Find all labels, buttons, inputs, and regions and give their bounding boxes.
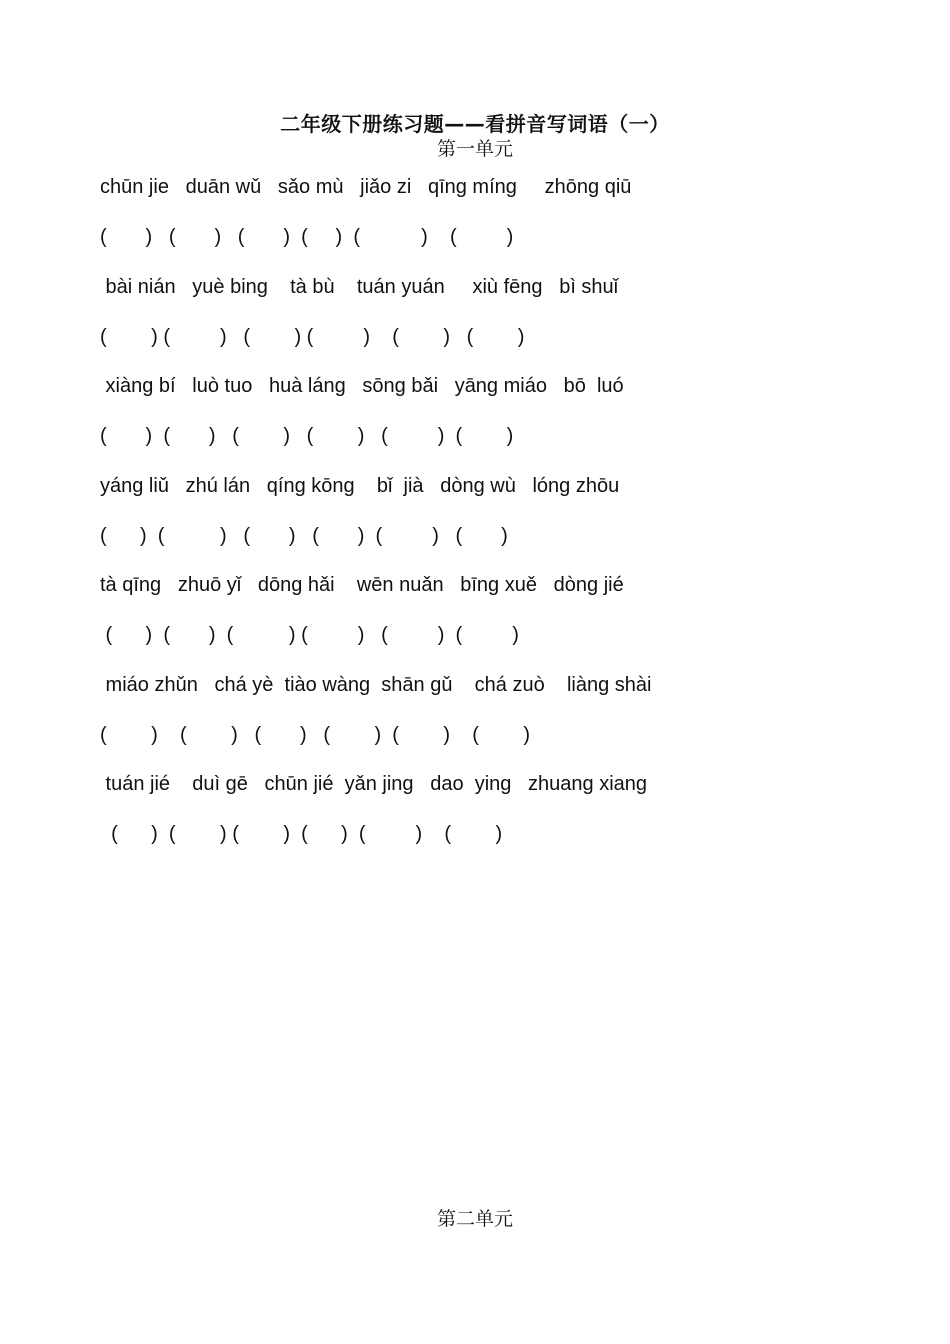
- answer-blanks-row-7: ( ) ( ) ( ) ( ) ( ) ( ): [100, 823, 503, 845]
- pinyin-row-7: tuán jié duì gē chūn jié yǎn jing dao ying zhuang xiang: [100, 773, 648, 795]
- worksheet-title: 二年级下册练习题——看拼音写词语（一）: [280, 112, 670, 136]
- answer-blanks-row-4: ( ) ( ) ( ) ( ) ( ) ( ): [100, 525, 508, 547]
- pinyin-row-3: xiàng bí luò tuo huà láng sōng bǎi yāng miáo bō luó: [100, 375, 624, 397]
- answer-blanks-row-5: ( ) ( ) ( ) ( ) ( ) ( ): [100, 624, 519, 646]
- answer-blanks-row-2: ( ) ( ) ( ) ( ) ( ) ( ): [100, 326, 525, 348]
- pinyin-row-2: bài nián yuè bing tà bù tuán yuán xiù fēng bì shuǐ: [100, 276, 619, 298]
- unit-two-heading: 第二单元: [436, 1208, 513, 1230]
- answer-blanks-row-3: ( ) ( ) ( ) ( ) ( ) ( ): [100, 425, 514, 447]
- pinyin-row-5: tà qīng zhuō yǐ dōng hǎi wēn nuǎn bīng xuě dòng jié: [100, 574, 624, 596]
- pinyin-row-6: miáo zhǔn chá yè tiào wàng shān gǔ chá zuò liàng shài: [100, 674, 652, 696]
- answer-blanks-row-6: ( ) ( ) ( ) ( ) ( ) ( ): [100, 724, 530, 746]
- answer-blanks-row-1: ( ) ( ) ( ) ( ) ( ) ( ): [100, 226, 514, 248]
- unit-one-heading: 第一单元: [436, 138, 513, 160]
- pinyin-row-1: chūn jie duān wǔ sǎo mù jiǎo zi qīng míng zhōng qiū: [100, 176, 632, 198]
- pinyin-row-4: yáng liǔ zhú lán qíng kōng bǐ jià dòng wù lóng zhōu: [100, 475, 620, 497]
